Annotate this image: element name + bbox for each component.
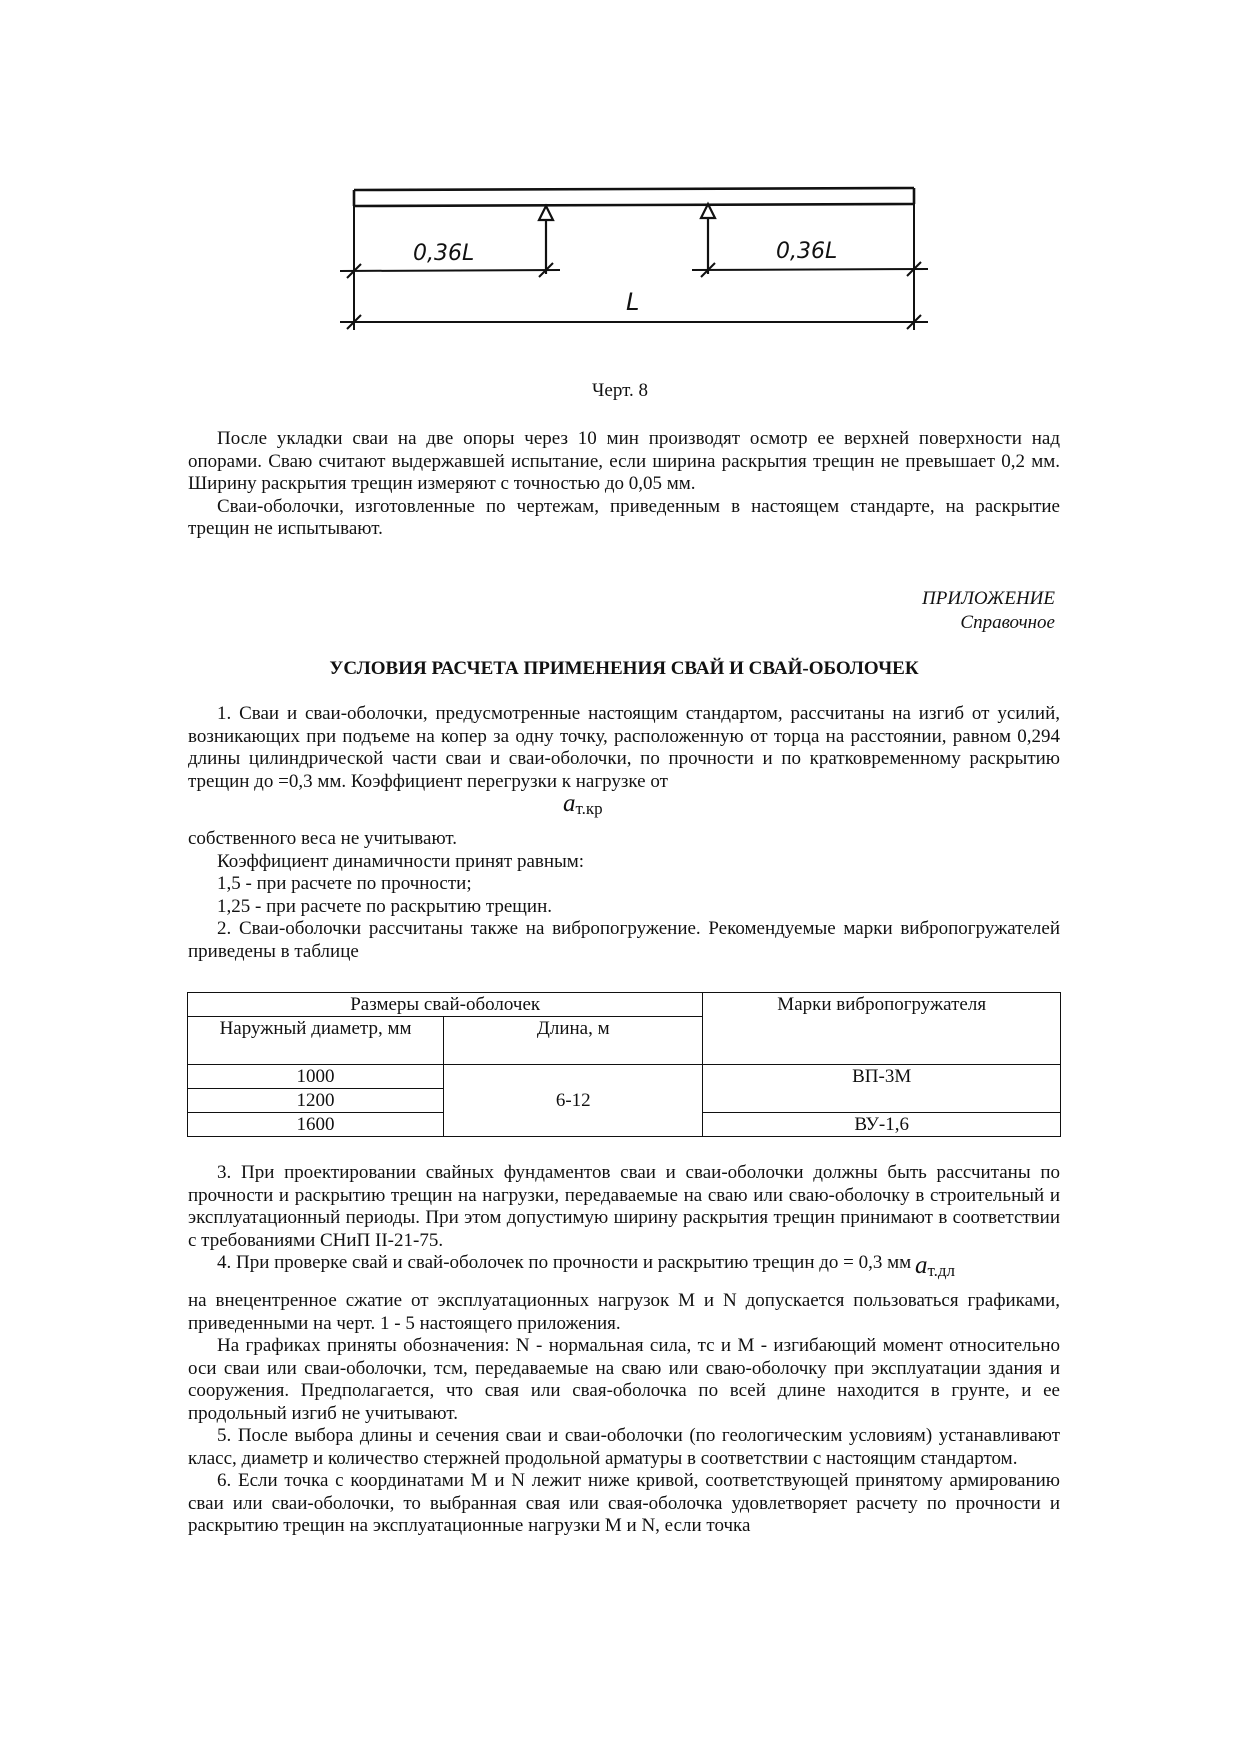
table-header-sizes: Размеры свай-оболочек [188,993,703,1017]
paragraph: 1. Сваи и сваи-оболочки, предусмотренные настоящим стандартом, рассчитаны на изгиб от усилий, возникающих при подъеме на копер за одну точку, расположенную от торца на расстоянии, равном 0,294 длины цилиндрической части сваи и сваи-оболочки, по прочности и по кратковременному раскрытию трещин до =0,3 мм. Коэффициент перегрузки к нагрузке от [188,703,1060,792]
table-cell-diameter: 1000 [188,1065,444,1089]
paragraph: 3. При проектировании свайных фундаментов сваи и сваи-оболочки должны быть рассчитаны по прочности и раскрытию трещин на нагрузки, передаваемые на сваю или сваю-оболочку в строительный и эксплуатационный периоды. При этом допустимую ширину раскрытия трещин принимают в соответствии с требованиями СНиП II-21-75. [188,1162,1060,1251]
table-header-brands: Марки вибропогружателя [703,993,1061,1065]
table-cell-brand: ВП-3М [703,1065,1061,1113]
table-header-length: Длина, м [444,1017,703,1065]
paragraph: На графиках приняты обозначения: N - нормальная сила, тс и M - изгибающий момент относительно оси сваи или сваи-оболочки, тсм, передаваемые на сваю или сваю-оболочку при эксплуатации здания и сооружения. Предполагается, что свая или свая-оболочка по всей длине находится в грунте, и ее продольный изгиб не учитывают. [188,1335,1060,1424]
table-header-diameter: Наружный диаметр, мм [188,1017,444,1065]
paragraph: Сваи-оболочки, изготовленные по чертежам, приведенным в настоящем стандарте, на раскрытие трещин не испытывают. [188,495,1060,539]
paragraph: 1,25 - при расчете по раскрытию трещин. [217,895,553,917]
section-heading: УСЛОВИЯ РАСЧЕТА ПРИМЕНЕНИЯ СВАЙ И СВАЙ-ОБОЛОЧЕК [329,658,919,679]
paragraph: на внецентренное сжатие от эксплуатационных нагрузок M и N допускается пользоваться графиками, приведенными на черт. 1 - 5 настоящего приложения. [188,1290,1060,1334]
item-4-6 [188,1290,1060,1538]
dim-label-right: 0,36L [776,239,838,264]
table-cell-length: 6-12 [444,1065,703,1137]
paragraph: 5. После выбора длины и сечения сваи и сваи-оболочки (по геологическим условиям) устанавливают класс, диаметр и количество стержней продольной арматуры в соответствии с настоящим стандартом. [188,1425,1060,1469]
support-right [701,204,715,274]
appendix-block [922,587,1055,635]
vibrator-table [187,992,1061,1137]
symbol-a-tkr: $a_{т.кр}$ [563,790,603,818]
dim-label-left: 0,36L [413,241,475,266]
paragraph: 2. Сваи-оболочки рассчитаны также на вибропогружение. Рекомендуемые марки вибропогружателей приведены в таблице [188,918,1060,962]
beam [354,188,914,206]
paragraph: 6. Если точка с координатами M и N лежит ниже кривой, соответствующей принятому армированию сваи или сваи-оболочки, то выбранная свая или свая-оболочка удовлетворяет расчету по прочности и раскрытию трещин на эксплуатационные нагрузки M и N, если точка [188,1470,1060,1536]
paragraph: 1,5 - при расчете по прочности; [217,873,472,894]
table-cell-diameter: 1200 [188,1089,444,1113]
beam-drawing [330,170,950,345]
table-cell-diameter: 1600 [188,1113,444,1137]
item-1-tail [188,828,1060,963]
dim-label-total: L [626,288,640,316]
paragraph: После укладки сваи на две опоры через 10 мин производят осмотр ее верхней поверхности над опорами. Сваю считают выдержавшей испытание, если ширина раскрытия трещин не превышает 0,2 мм. Ширину раскрытия трещин измеряют с точностью до 0,05 мм. [188,428,1060,494]
appendix-label: ПРИЛОЖЕНИЕ [922,588,1055,609]
paragraph: 4. При проверке свай и свай-оболочек по прочности и раскрытию трещин до = 0,3 мм [217,1252,912,1273]
appendix-type: Справочное [960,612,1055,633]
item-1 [188,703,1060,793]
drawing-caption: Черт. 8 [592,380,648,401]
intro-text [188,428,1060,541]
symbol-a-tdl: $a_{т.дл}$ [915,1252,956,1280]
table-cell-brand: ВУ-1,6 [703,1113,1061,1137]
paragraph: собственного веса не учитывают. [188,828,458,849]
paragraph: Коэффициент динамичности принят равным: [217,850,585,872]
